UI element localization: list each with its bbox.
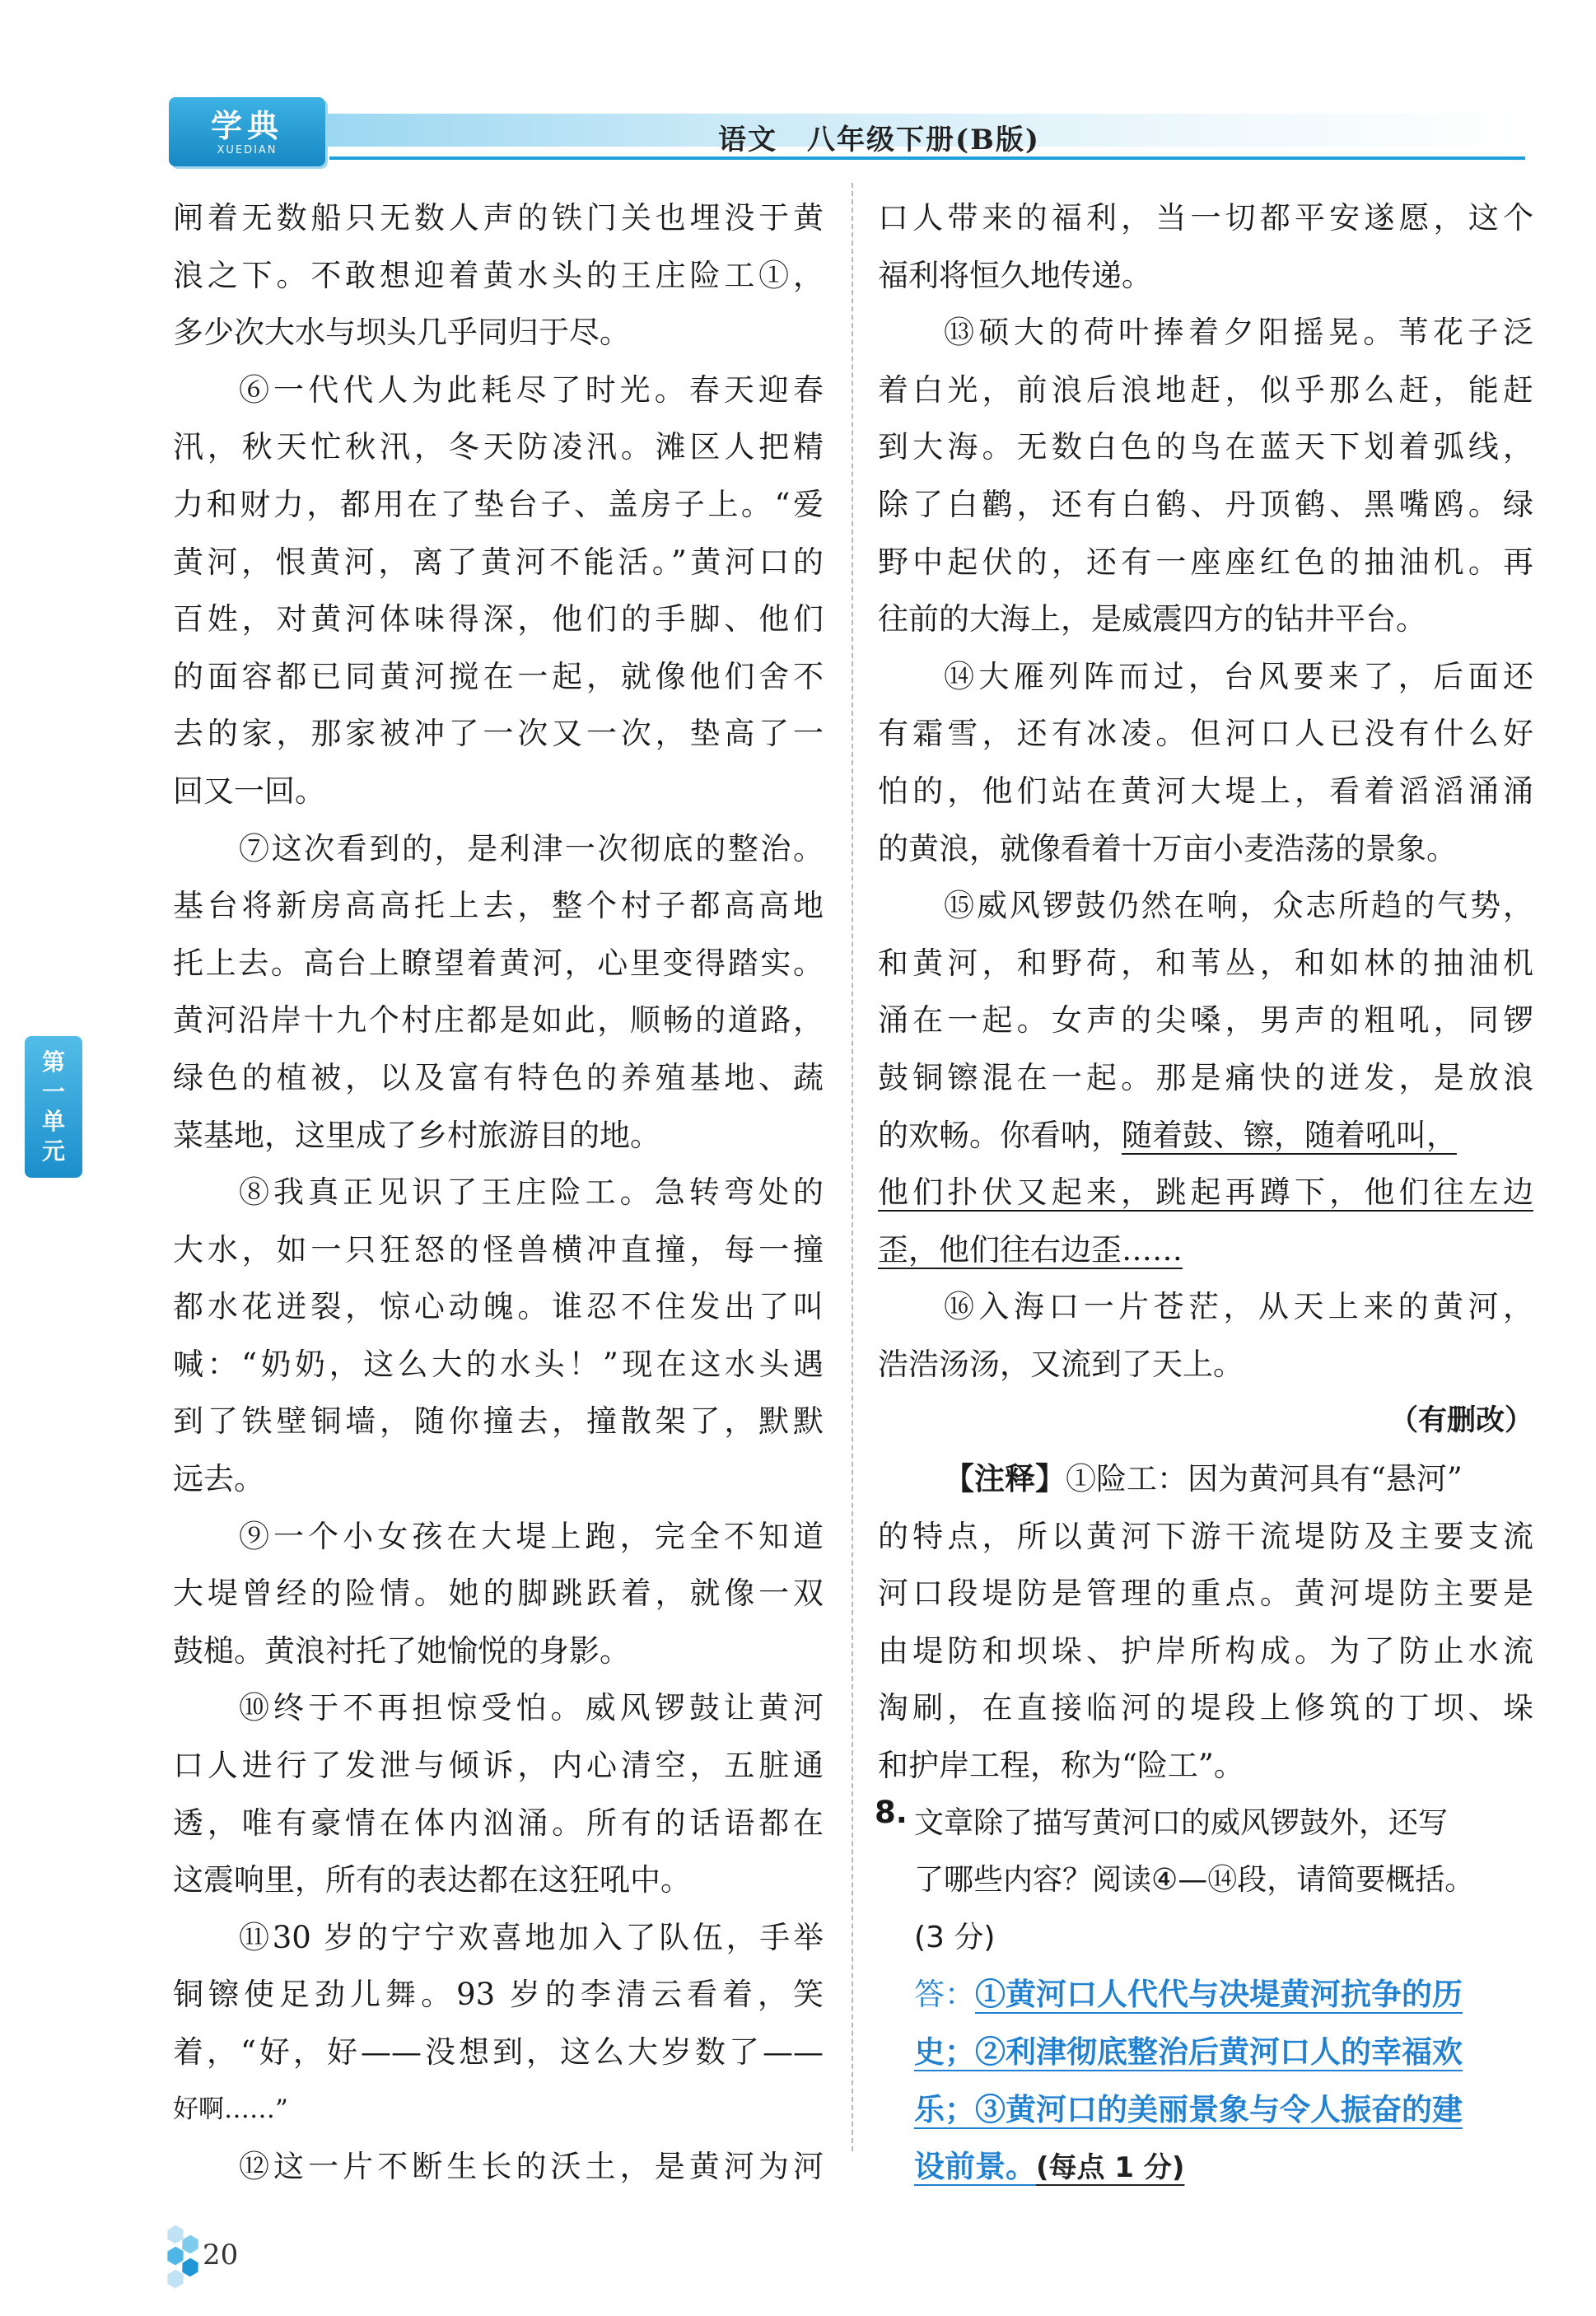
answer-score: (每点 1 分) <box>1036 2151 1185 2185</box>
text-line: 和黄河，和野荷，和苇丛，和如林的抽油机 <box>878 945 1533 981</box>
text-line: 有霜雪，还有冰凌。但河口人已没有什么好 <box>878 716 1533 752</box>
text-line: 到了铁壁铜墙，随你撞去，撞散架了，默默 <box>173 1403 824 1440</box>
unit-tab-char: 元 <box>41 1137 65 1165</box>
text-line: 福利将恒久地传递。 <box>878 257 1152 293</box>
xuedian-logo <box>169 97 325 166</box>
question-text: (3 分) <box>914 1920 996 1954</box>
text-line: 远去。 <box>173 1461 264 1497</box>
right-column <box>875 189 1533 2196</box>
unit-tab-char: 第 <box>41 1048 65 1076</box>
text-line: 回又一回。 <box>173 773 325 809</box>
paragraph-7-start: ⑦这次看到的，是利津一次彻底的整治。 <box>239 830 824 866</box>
annotation-label: 【注释】 <box>944 1461 1066 1497</box>
text-line: 汛，秋天忙秋汛，冬天防凌汛。滩区人把精 <box>173 429 824 465</box>
text-line: 的特点，所以黄河下游干流堤防及主要支流 <box>878 1518 1533 1554</box>
text-line: 喊：“奶奶，这么大的水头！”现在这水头遇 <box>173 1346 824 1382</box>
unit-tab-char: 一 <box>41 1078 65 1105</box>
text-line: 由堤防和坝垛、护岸所构成。为了防止水流 <box>878 1632 1533 1669</box>
text-line: 浩浩汤汤，又流到了天上。 <box>878 1346 1244 1382</box>
paragraph-15-start: ⑮威风锣鼓仍然在响，众志所趋的气势， <box>944 888 1533 924</box>
text-line: 鼓铜镲混在一起。那是痛快的迸发，是放浪 <box>878 1059 1533 1095</box>
underlined-text: 随着鼓、镲，随着吼叫， <box>1122 1117 1457 1153</box>
text-line: 涌在一起。女声的尖嗓，男声的粗吼，同锣 <box>878 1002 1533 1039</box>
text-line: 河口段堤防是管理的重点。黄河堤防主要是 <box>878 1576 1533 1612</box>
answer-line <box>878 2138 1533 2196</box>
text-line: 透，唯有豪情在体内汹涌。所有的话语都在 <box>173 1805 824 1841</box>
text-line: 多少次大水与坝头几乎同归于尽。 <box>173 315 630 351</box>
paragraph-6-start: ⑥一代代人为此耗尽了时光。春天迎春 <box>239 371 824 408</box>
text-line: 托上去。高台上瞭望着黄河，心里变得踏实。 <box>173 945 824 981</box>
question-text: 文章除了描写黄河口的威风锣鼓外，还写 <box>914 1805 1449 1840</box>
answer-line <box>878 1966 1533 2024</box>
text-line <box>878 1107 1533 1165</box>
question-number: 8. <box>875 1794 908 1830</box>
annotation-text: ①险工：因为黄河具有“悬河” <box>1066 1461 1463 1497</box>
text-line: 口人带来的福利，当一切都平安遂愿，这个 <box>878 200 1533 236</box>
answer-label: 答： <box>914 1977 975 2013</box>
text-line: 黄河沿岸十九个村庄都是如此，顺畅的道路， <box>173 1002 824 1039</box>
text-line: 浪之下。不敢想迎着黄水头的王庄险工①， <box>173 257 824 293</box>
text-run: 的欢畅。你看呐， <box>878 1117 1122 1153</box>
text-line: 都水花迸裂，惊心动魄。谁忍不住发出了叫 <box>173 1289 824 1325</box>
text-line: 绿色的植被，以及富有特色的养殖基地、蔬 <box>173 1059 824 1095</box>
logo-text: 学典 <box>210 107 283 144</box>
left-column <box>173 189 824 2196</box>
text-line: 和护岸工程，称为“险工”。 <box>878 1748 1244 1784</box>
text-line: 鼓槌。黄浪衬托了她愉悦的身影。 <box>173 1632 630 1669</box>
paragraph-14-start: ⑭大雁列阵而过，台风要来了，后面还 <box>944 658 1533 694</box>
text-line <box>878 1221 1533 1279</box>
text-line: 这震响里，所有的表达都在这狂吼中。 <box>173 1862 691 1898</box>
answer-text: 史；②利津彻底整治后黄河口人的幸福欢 <box>914 2034 1463 2070</box>
text-line: 怕的，他们站在黄河大堤上，看着滔滔涌涌 <box>878 773 1533 809</box>
text-line: 百姓，对黄河体味得深，他们的手脚、他们 <box>173 601 824 637</box>
paragraph-8-start: ⑧我真正见识了王庄险工。急转弯处的 <box>239 1174 824 1211</box>
text-line: 着，“好，好——没想到，这么大岁数了—— <box>173 2034 824 2070</box>
text-line: 到大海。无数白色的鸟在蓝天下划着弧线， <box>878 429 1533 465</box>
text-line: 的面容都已同黄河搅在一起，就像他们舍不 <box>173 658 824 694</box>
unit-tab-char: 单 <box>41 1108 65 1135</box>
text-line: 除了白鹳，还有白鹤、丹顶鹤、黑嘴鸥。绿 <box>878 486 1533 522</box>
text-line: 淘刷，在直接临河的堤段上修筑的丁坝、垛 <box>878 1690 1533 1726</box>
text-line: 往前的大海上，是威震四方的钻井平台。 <box>878 601 1426 637</box>
text-line: 大水，如一只狂怒的怪兽横冲直撞，每一撞 <box>173 1231 824 1268</box>
answer-line <box>878 2024 1533 2081</box>
text-line: 的黄浪，就像看着十万亩小麦浩荡的景象。 <box>878 830 1457 866</box>
text-line: 力和财力，都用在了垫台子、盖房子上。“爱 <box>173 486 824 522</box>
answer-text: ①黄河口人代代与决堤黄河抗争的历 <box>975 1976 1463 2013</box>
paragraph-12-start: ⑫这一片不断生长的沃土，是黄河为河 <box>239 2149 824 2185</box>
column-divider <box>852 183 853 2151</box>
text-line: 去的家，那家被冲了一次又一次，垫高了一 <box>173 716 824 752</box>
paragraph-11-start: ⑪30 岁的宁宁欢喜地加入了队伍，手举 <box>239 1919 824 1955</box>
book-title: 语文 八年级下册(B版) <box>718 124 1040 156</box>
question-text: 了哪些内容？阅读④—⑭段，请简要概括。 <box>914 1863 1475 1898</box>
text-line: 黄河，恨黄河，离了黄河不能活。”黄河口的 <box>173 544 824 580</box>
text-line: 大堤曾经的险情。她的脚跳跃着，就像一双 <box>173 1576 824 1612</box>
text-line: 闸着无数船只无数人声的铁门关也埋没于黄 <box>173 200 824 236</box>
answer-text: 乐；③黄河口的美丽景象与令人振奋的建 <box>914 2090 1463 2127</box>
paragraph-16-start: ⑯入海口一片苍茫，从天上来的黄河， <box>944 1289 1533 1325</box>
text-line: 菜基地，这里成了乡村旅游目的地。 <box>173 1117 660 1153</box>
text-line <box>878 1164 1533 1221</box>
text-line: 着白光，前浪后浪地赶，似乎那么赶，能赶 <box>878 371 1533 408</box>
underlined-text: 歪，他们往右边歪…… <box>878 1231 1183 1268</box>
question-8 <box>875 1794 1533 2196</box>
text-line: 好啊……” <box>173 2094 288 2124</box>
source-note: （有删改） <box>1388 1404 1533 1438</box>
page-number: 20 <box>203 2239 239 2272</box>
text-line: 基台将新房高高托上去，整个村子都高高地 <box>173 888 824 924</box>
header-rule <box>329 156 1525 160</box>
paragraph-9-start: ⑨一个小女孩在大堤上跑，完全不知道 <box>239 1518 824 1554</box>
logo-subtext: XUEDIAN <box>217 143 278 156</box>
paragraph-10-start: ⑩终于不再担惊受怕。威风锣鼓让黄河 <box>239 1690 824 1726</box>
text-line: 口人进行了发泄与倾诉，内心清空，五脏通 <box>173 1748 824 1784</box>
annotation-line <box>878 1450 1533 1508</box>
underlined-text: 他们扑伏又起来，跳起再蹲下，他们往左边 <box>878 1174 1533 1211</box>
answer-text: 设前景。 <box>914 2148 1036 2185</box>
answer-line <box>878 2081 1533 2139</box>
unit-tab <box>25 1036 82 1178</box>
text-line: 野中起伏的，还有一座座红色的抽油机。再 <box>878 544 1533 580</box>
text-line: 铜镲使足劲儿舞。93 岁的李清云看着，笑 <box>173 1977 824 2013</box>
paragraph-13-start: ⑬硕大的荷叶捧着夕阳摇晃。苇花子泛 <box>944 315 1533 351</box>
